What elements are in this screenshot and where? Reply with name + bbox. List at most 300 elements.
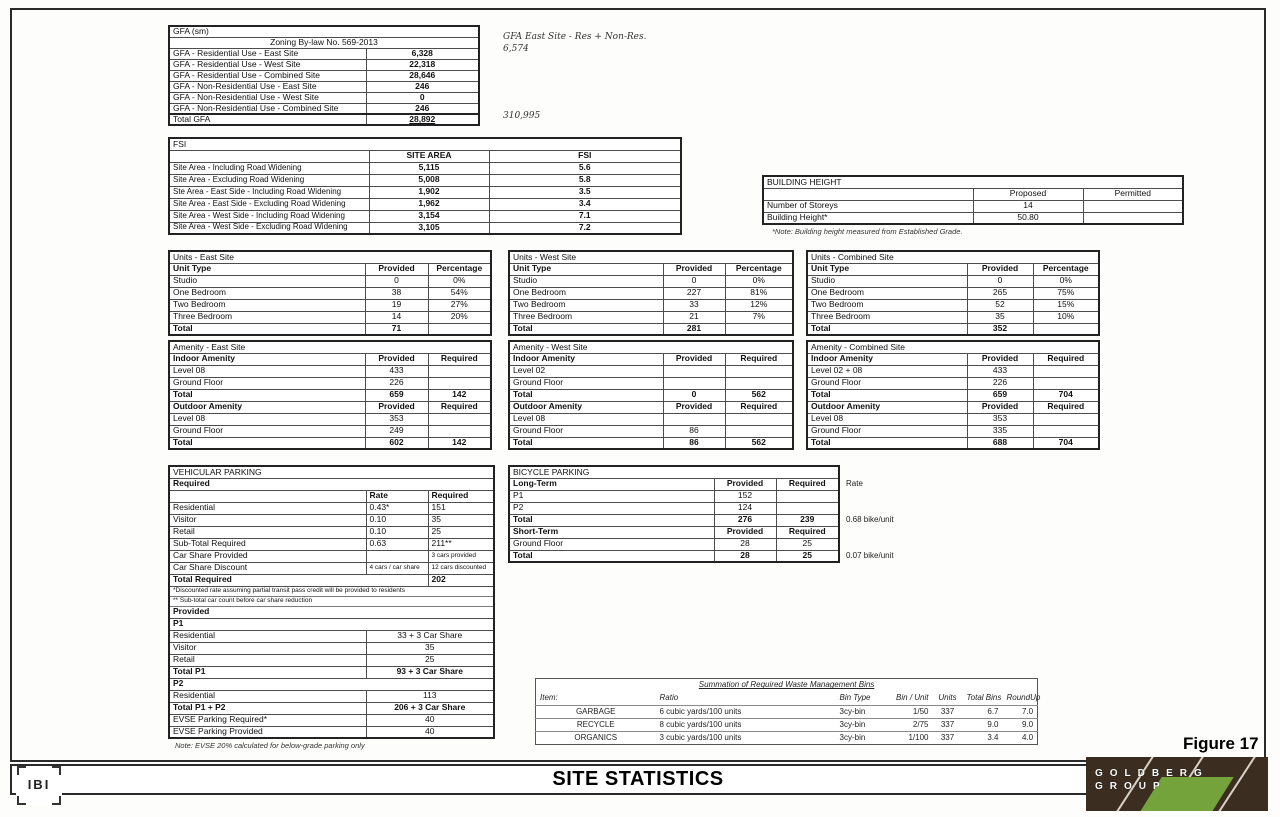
- label-cell: EVSE Parking Required*: [169, 714, 366, 726]
- header-cell: Provided: [967, 263, 1033, 275]
- ibi-logo: [16, 766, 62, 805]
- goldberg-logo-line2: GROUP: [1095, 781, 1167, 792]
- note-line: 6,574: [503, 44, 529, 54]
- table-row: [169, 574, 494, 586]
- value-cell: 7%: [725, 311, 793, 323]
- footer-bar: [10, 764, 1266, 795]
- header-cell: [763, 188, 973, 200]
- value-cell: 704: [1033, 437, 1099, 449]
- bike-short-rate: 0.07 bike/unit: [846, 551, 894, 560]
- value-cell: [1033, 365, 1099, 377]
- value-cell: 38: [365, 287, 428, 299]
- value-cell: 25: [428, 526, 494, 538]
- fsi-table: [168, 137, 682, 235]
- label-cell: GFA - Non-Residential Use - Combined Site: [169, 103, 366, 114]
- table-row: [509, 478, 839, 490]
- table-row: [169, 654, 494, 666]
- header-cell: Total Bins: [966, 693, 1002, 703]
- value-cell: 8 cubic yards/100 units: [656, 719, 836, 732]
- table-row: [536, 732, 1038, 745]
- value-cell: 33: [663, 299, 725, 311]
- table-row: [807, 323, 1099, 335]
- header-cell: Provided: [663, 353, 725, 365]
- table-row: [807, 299, 1099, 311]
- table-row: [509, 466, 839, 478]
- value-cell: 5.6: [489, 162, 681, 174]
- header-cell: Item:: [540, 693, 558, 703]
- value-cell: 151: [428, 502, 494, 514]
- header-cell: Required: [1033, 353, 1099, 365]
- header-cell: Provided: [714, 478, 776, 490]
- value-cell: 5,008: [369, 174, 489, 186]
- table-row: [509, 365, 793, 377]
- value-cell: 9.0: [1003, 719, 1038, 732]
- amenity-east-table: [168, 340, 492, 450]
- label-cell: Site Area - Including Road Widening: [169, 162, 369, 174]
- goldberg-group-logo: [1086, 757, 1268, 811]
- table-row: [807, 413, 1099, 425]
- table-row: [169, 48, 479, 59]
- label-cell: Level 02: [509, 365, 663, 377]
- value-cell: 6 cubic yards/100 units: [656, 706, 836, 719]
- value-cell: 54%: [428, 287, 491, 299]
- label-cell: Level 08: [169, 365, 365, 377]
- value-cell: 25: [776, 538, 839, 550]
- label-cell: Level 08: [807, 413, 967, 425]
- value-cell: 21: [663, 311, 725, 323]
- value-cell: 353: [365, 413, 428, 425]
- label-cell: EVSE Parking Provided: [169, 726, 366, 738]
- value-cell: [725, 425, 793, 437]
- value-cell: 337: [933, 719, 963, 732]
- table-row: [509, 437, 793, 449]
- header-cell: Required: [428, 401, 491, 413]
- table-row: [169, 323, 491, 335]
- value-cell: 206 + 3 Car Share: [366, 702, 494, 714]
- header-cell: Short-Term: [509, 526, 714, 538]
- table-row: [169, 550, 494, 562]
- header-cell: Required: [428, 490, 494, 502]
- value-cell: 202: [428, 574, 494, 586]
- value-cell: 35: [967, 311, 1033, 323]
- table-row: [169, 714, 494, 726]
- value-cell: 1/50: [891, 706, 933, 719]
- label-cell: Site Area - Excluding Road Widening: [169, 174, 369, 186]
- value-cell: 28,892: [366, 114, 479, 125]
- value-cell: 5.8: [489, 174, 681, 186]
- value-cell: 27%: [428, 299, 491, 311]
- value-cell: 81%: [725, 287, 793, 299]
- value-cell: 22,318: [366, 59, 479, 70]
- header-cell: Provided: [967, 353, 1033, 365]
- header-cell: Indoor Amenity: [169, 353, 365, 365]
- value-cell: 10%: [1033, 311, 1099, 323]
- value-cell: 5,115: [369, 162, 489, 174]
- value-cell: 3.4: [963, 732, 1003, 745]
- label-cell: One Bedroom: [807, 287, 967, 299]
- header-cell: RoundUp: [1006, 693, 1041, 703]
- table-row: [169, 562, 494, 574]
- label-cell: Total P1 + P2: [169, 702, 366, 714]
- header-cell: Unit Type: [509, 263, 663, 275]
- value-cell: 142: [428, 389, 491, 401]
- corner-bracket-icon: [17, 796, 26, 805]
- label-cell: Three Bedroom: [807, 311, 967, 323]
- header-cell: Provided: [663, 263, 725, 275]
- table-row: [169, 210, 681, 222]
- table-row: [763, 200, 1183, 212]
- table-row: [169, 222, 681, 234]
- value-cell: 14: [365, 311, 428, 323]
- table-row: [807, 401, 1099, 413]
- value-cell: 25: [366, 654, 494, 666]
- table-row: [169, 478, 494, 490]
- table-row: [807, 251, 1099, 263]
- value-cell: [725, 377, 793, 389]
- value-cell: 35: [428, 514, 494, 526]
- units-east-table: [168, 250, 492, 336]
- value-cell: 20%: [428, 311, 491, 323]
- header-cell: Provided: [365, 401, 428, 413]
- value-cell: 0%: [725, 275, 793, 287]
- table-row: [169, 690, 494, 702]
- value-cell: 0%: [428, 275, 491, 287]
- table-row: [807, 389, 1099, 401]
- header-cell: Unit Type: [807, 263, 967, 275]
- table-row: [807, 353, 1099, 365]
- section-header: P2: [169, 678, 494, 690]
- goldberg-logo-line1: GOLDBERG: [1095, 768, 1209, 779]
- label-cell: Total: [509, 323, 663, 335]
- label-cell: Total: [169, 389, 365, 401]
- value-cell: 28: [714, 550, 776, 562]
- label-cell: Total: [169, 437, 365, 449]
- value-cell: 4 cars / car share: [366, 562, 428, 574]
- table-row: [536, 719, 1038, 732]
- title-cell: Amenity - East Site: [169, 341, 491, 353]
- value-cell: 0: [967, 275, 1033, 287]
- value-cell: 7.0: [1003, 706, 1038, 719]
- table-row: [509, 389, 793, 401]
- label-cell: Total: [509, 514, 714, 526]
- value-cell: 602: [365, 437, 428, 449]
- units-west-table: [508, 250, 794, 336]
- label-cell: Studio: [807, 275, 967, 287]
- table-row: [169, 92, 479, 103]
- value-cell: [776, 490, 839, 502]
- value-cell: 3cy-bin: [836, 706, 891, 719]
- label-cell: Car Share Provided: [169, 550, 366, 562]
- value-cell: 28,646: [366, 70, 479, 81]
- amenity-west-table: [508, 340, 794, 450]
- title-cell: FSI: [169, 138, 681, 150]
- value-cell: 0.43*: [366, 502, 428, 514]
- value-cell: 0: [663, 275, 725, 287]
- value-cell: [1033, 425, 1099, 437]
- value-cell: 71: [365, 323, 428, 335]
- table-row: [169, 538, 494, 550]
- title-cell: BUILDING HEIGHT: [763, 176, 1183, 188]
- label-cell: Total: [807, 323, 967, 335]
- label-cell: Total P1: [169, 666, 366, 678]
- label-cell: Ground Floor: [807, 425, 967, 437]
- value-cell: [1083, 200, 1183, 212]
- table-row: [169, 526, 494, 538]
- title-cell: Units - East Site: [169, 251, 491, 263]
- label-cell: Level 02 + 08: [807, 365, 967, 377]
- table-row: [536, 706, 1038, 719]
- value-cell: 0%: [1033, 275, 1099, 287]
- value-cell: 659: [967, 389, 1033, 401]
- table-row: [169, 251, 491, 263]
- value-cell: [725, 323, 793, 335]
- table-row: [509, 251, 793, 263]
- value-cell: 3.4: [489, 198, 681, 210]
- label-cell: GFA - Non-Residential Use - West Site: [169, 92, 366, 103]
- vehicular-parking-table: [168, 465, 495, 750]
- header-cell: Bin Type: [839, 693, 871, 703]
- value-cell: 52: [967, 299, 1033, 311]
- table-row: [169, 37, 479, 48]
- header-cell: Outdoor Amenity: [807, 401, 967, 413]
- table-row: [509, 311, 793, 323]
- value-cell: 1,962: [369, 198, 489, 210]
- value-cell: [663, 365, 725, 377]
- table-row: [807, 275, 1099, 287]
- subtitle-cell: Zoning By-law No. 569-2013: [169, 37, 479, 48]
- value-cell: 226: [967, 377, 1033, 389]
- table-row: [536, 679, 1038, 693]
- header-cell: Provided: [663, 401, 725, 413]
- footnote: *Discounted rate assuming partial transit pass credit will be provided to residents: [169, 586, 494, 596]
- label-cell: P2: [509, 502, 714, 514]
- table-row: [807, 311, 1099, 323]
- header-cell: Indoor Amenity: [807, 353, 967, 365]
- table-row: [169, 138, 681, 150]
- table-row: [509, 287, 793, 299]
- title-cell: Summation of Required Waste Management Bins: [698, 680, 875, 690]
- label-cell: Ground Floor: [509, 538, 714, 550]
- label-cell: Site Area - West Side - Excluding Road Widening: [169, 222, 369, 234]
- table-row: [169, 263, 491, 275]
- label-cell: Site Area - West Side - Including Road Widening: [169, 210, 369, 222]
- value-cell: [1083, 212, 1183, 224]
- label-cell: P1: [509, 490, 714, 502]
- value-cell: [663, 413, 725, 425]
- value-cell: [1033, 413, 1099, 425]
- table-row: [763, 188, 1183, 200]
- label-cell: GARBAGE: [536, 706, 656, 719]
- table-row: [509, 514, 839, 526]
- waste-bins-table: [535, 678, 1041, 745]
- label-cell: Total GFA: [169, 114, 366, 125]
- value-cell: 40: [366, 714, 494, 726]
- value-cell: [428, 365, 491, 377]
- value-cell: 265: [967, 287, 1033, 299]
- label-cell: RECYCLE: [536, 719, 656, 732]
- table-row: [169, 389, 491, 401]
- header-cell: [169, 490, 366, 502]
- title-cell: Amenity - West Site: [509, 341, 793, 353]
- label-cell: Ground Floor: [807, 377, 967, 389]
- table-row: [169, 606, 494, 618]
- table-row: [169, 59, 479, 70]
- label-cell: Total: [509, 437, 663, 449]
- table-row: [169, 630, 494, 642]
- table-row: [509, 341, 793, 353]
- table-row: [509, 425, 793, 437]
- value-cell: 86: [663, 425, 725, 437]
- table-row: [169, 678, 494, 690]
- label-cell: Visitor: [169, 642, 366, 654]
- label-cell: Level 08: [169, 413, 365, 425]
- value-cell: [1033, 377, 1099, 389]
- value-cell: 28: [714, 538, 776, 550]
- value-cell: 3cy-bin: [836, 732, 891, 745]
- table-row: [169, 596, 494, 606]
- value-cell: 50.80: [973, 212, 1083, 224]
- corner-bracket-icon: [52, 796, 61, 805]
- label-cell: Residential: [169, 502, 366, 514]
- building-height-note: *Note: Building height measured from Established Grade.: [772, 227, 963, 236]
- bike-long-rate: 0.68 bike/unit: [846, 515, 894, 524]
- table-row: [169, 466, 494, 478]
- label-cell: Studio: [509, 275, 663, 287]
- table-row: [509, 526, 839, 538]
- header-cell: Provided: [967, 401, 1033, 413]
- header-cell: Rate: [366, 490, 428, 502]
- label-cell: One Bedroom: [509, 287, 663, 299]
- table-row: [536, 693, 1038, 706]
- table-row: [169, 162, 681, 174]
- table-row: [509, 550, 839, 562]
- header-cell: Required: [776, 478, 839, 490]
- value-cell: 0.63: [366, 538, 428, 550]
- title-cell: VEHICULAR PARKING: [169, 466, 494, 478]
- value-cell: 276: [714, 514, 776, 526]
- value-cell: 337: [933, 732, 963, 745]
- value-cell: 1/100: [891, 732, 933, 745]
- value-cell: 19: [365, 299, 428, 311]
- value-cell: 688: [967, 437, 1033, 449]
- value-cell: 12%: [725, 299, 793, 311]
- label-cell: Car Share Discount: [169, 562, 366, 574]
- label-cell: Two Bedroom: [509, 299, 663, 311]
- value-cell: 124: [714, 502, 776, 514]
- value-cell: 562: [725, 389, 793, 401]
- table-row: [169, 150, 681, 162]
- header-cell: Ratio: [659, 693, 679, 703]
- table-row: [169, 726, 494, 738]
- section-header: P1: [169, 618, 494, 630]
- table-row: [763, 212, 1183, 224]
- header-cell: Required: [1033, 401, 1099, 413]
- header-cell: Required: [725, 353, 793, 365]
- header-cell: Required: [776, 526, 839, 538]
- value-cell: 239: [776, 514, 839, 526]
- table-row: [169, 437, 491, 449]
- amenity-combined-table: [806, 340, 1100, 450]
- value-cell: [725, 365, 793, 377]
- table-row: [509, 299, 793, 311]
- value-cell: 227: [663, 287, 725, 299]
- header-cell: SITE AREA: [369, 150, 489, 162]
- section-header: Provided: [169, 606, 494, 618]
- table-row: [169, 365, 491, 377]
- label-cell: Site Area - East Side - Excluding Road Widening: [169, 198, 369, 210]
- label-cell: Retail: [169, 654, 366, 666]
- value-cell: 35: [366, 642, 494, 654]
- table-row: [169, 702, 494, 714]
- value-cell: 3.5: [489, 186, 681, 198]
- value-cell: 337: [933, 706, 963, 719]
- value-cell: 0.10: [366, 514, 428, 526]
- section-header: Required: [169, 478, 494, 490]
- value-cell: 93 + 3 Car Share: [366, 666, 494, 678]
- value-cell: 152: [714, 490, 776, 502]
- value-cell: [366, 550, 428, 562]
- value-cell: 433: [967, 365, 1033, 377]
- label-cell: Three Bedroom: [169, 311, 365, 323]
- value-cell: [428, 413, 491, 425]
- table-row: [169, 413, 491, 425]
- value-cell: 226: [365, 377, 428, 389]
- total-gfa-handwritten-note: 310,995: [503, 111, 541, 121]
- value-cell: 9.0: [963, 719, 1003, 732]
- value-cell: 2/75: [891, 719, 933, 732]
- table-row: [169, 514, 494, 526]
- value-cell: 659: [365, 389, 428, 401]
- table-row: [509, 263, 793, 275]
- value-cell: 281: [663, 323, 725, 335]
- table-row: [169, 586, 494, 596]
- label-cell: Total: [169, 323, 365, 335]
- table-row: [509, 323, 793, 335]
- units-combined-table: [806, 250, 1100, 336]
- header-cell: Proposed: [973, 188, 1083, 200]
- table-row: [509, 502, 839, 514]
- header-cell: Outdoor Amenity: [509, 401, 663, 413]
- label-cell: Total: [509, 550, 714, 562]
- table-row: [807, 341, 1099, 353]
- label-cell: Total: [807, 437, 967, 449]
- table-row: [169, 490, 494, 502]
- label-cell: Ground Floor: [509, 425, 663, 437]
- goldberg-logo-text: [1095, 767, 1209, 793]
- note-line: GFA East Site - Res + Non-Res.: [503, 32, 647, 42]
- value-cell: 0: [366, 92, 479, 103]
- value-cell: 6.7: [963, 706, 1003, 719]
- value-cell: [725, 413, 793, 425]
- table-row: [807, 377, 1099, 389]
- value-cell: 246: [366, 81, 479, 92]
- table-row: [169, 81, 479, 92]
- table-row: [169, 377, 491, 389]
- header-cell: Units: [938, 693, 957, 703]
- header-cell: Provided: [365, 353, 428, 365]
- value-cell: 7.2: [489, 222, 681, 234]
- value-cell: 12 cars discounted: [428, 562, 494, 574]
- label-cell: Sub-Total Required: [169, 538, 366, 550]
- label-cell: ORGANICS: [536, 732, 656, 745]
- value-cell: 0: [365, 275, 428, 287]
- value-cell: 352: [967, 323, 1033, 335]
- title-cell: GFA (sm): [169, 26, 479, 37]
- header-cell: Percentage: [725, 263, 793, 275]
- corner-bracket-icon: [17, 766, 26, 775]
- header-cell: Permitted: [1083, 188, 1183, 200]
- label-cell: Building Height*: [763, 212, 973, 224]
